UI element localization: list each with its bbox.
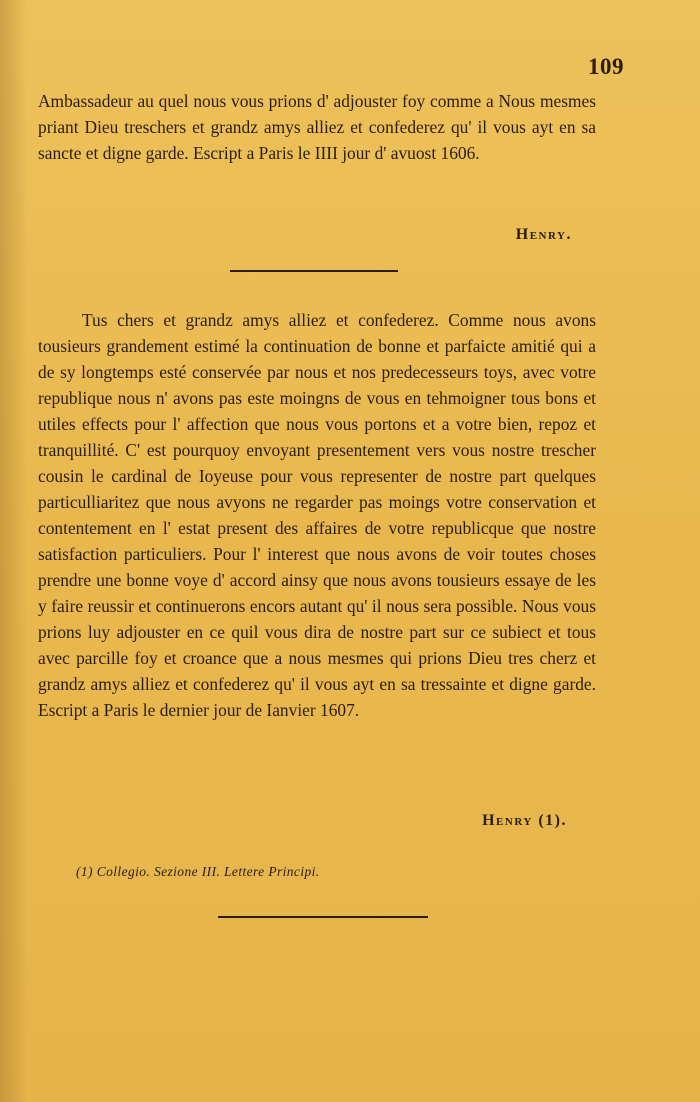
letter-1-signature: Henry. [515, 226, 572, 243]
footer-divider [218, 916, 428, 918]
letter-1-body: Ambassadeur au quel nous vous prions d' adjouster foy comme a Nous mesmes priant Dieu treschers et grandz amys alliez et confederez qu' il vous ayt en sa sancte et digne garde. Escript a Paris le IIII jour d' avuost 1606. [38, 91, 596, 163]
section-divider [230, 270, 398, 272]
letter-2-signature: Henry (1). [482, 812, 567, 829]
footnote: (1) Collegio. Sezione III. Lettere Principi. [76, 864, 320, 879]
page-number: 109 [588, 54, 624, 79]
letter-2-body: Tus chers et grandz amys alliez et confederez. Comme nous avons tousieurs grandement estimé la continuation de bonne et parfaicte amitié qui a de sy longtemps esté conservée par nous et nos predecesseurs toys, avec votre republique nous n' avons pas este moingns de vous en tehmoigner tous bons et utiles effects pour l' affection que nous vous portons et a votre bien, repoz et tranquillité. C' est pourquoy envoyant presentement vers vous nostre trescher cousin le cardinal de Ioyeuse pour vous representer de nostre part quelques particulliaritez que nous avyons ne regarder pas moings votre conservation et contentement en l' estat present des affaires de votre republicque que nostre satisfaction particuliers. Pour l' interest que nous avons de voir toutes choses prendre une bonne voye d' accord ainsy que nous avons tousieurs essaye de les y faire reussir et continuerons encors autant qu' il nous sera possible. Nous vous prions luy adjouster en ce quil vous dira de nostre part sur ce subiect et tous avec parcille foy et croance que a nous mesmes qui prions Dieu tres cherz et grandz amys alliez et confederez qu' il vous ayt en sa tressainte et digne garde. Escript a Paris le dernier jour de Ianvier 1607. [38, 310, 596, 720]
